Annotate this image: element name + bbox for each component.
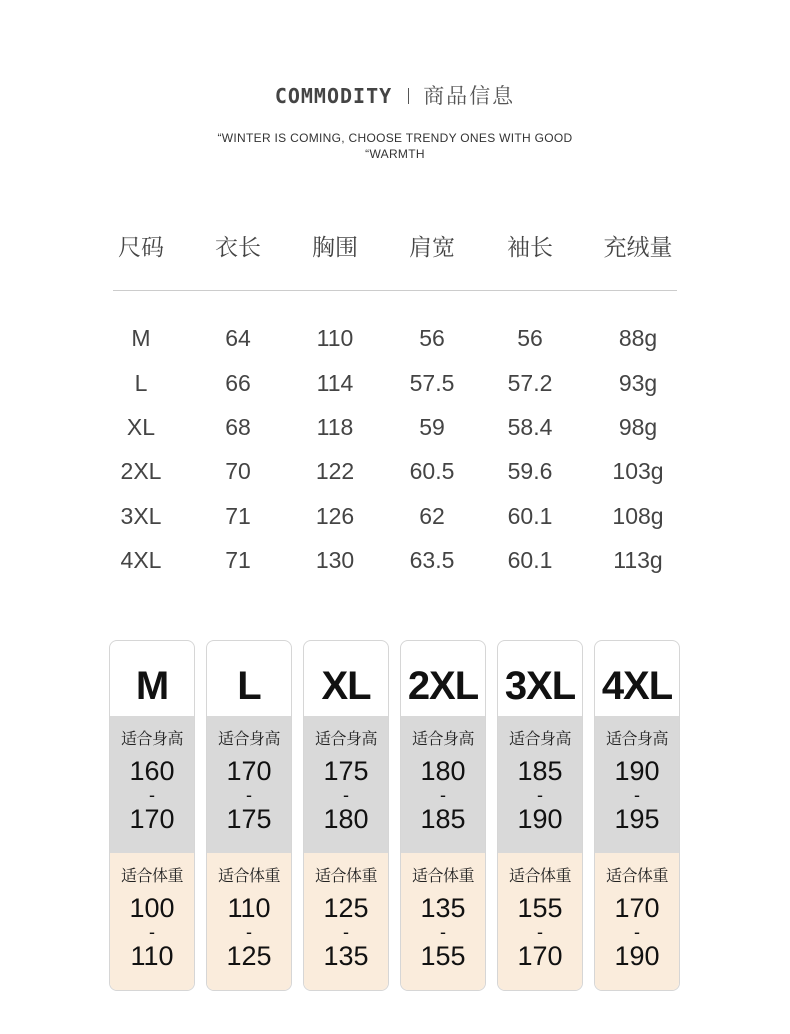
cell-length: 71: [225, 503, 251, 529]
card-size-label: L: [237, 664, 261, 708]
size-card: [206, 640, 292, 991]
cell-size: XL: [126, 414, 156, 440]
header-size: 尺码: [118, 235, 164, 261]
weight-from: 125: [323, 893, 369, 923]
weight-from: 100: [129, 893, 175, 923]
card-weight-section: [595, 853, 679, 990]
size-table-header: [92, 228, 692, 268]
height-from: 190: [614, 756, 660, 786]
height-from: 185: [517, 756, 563, 786]
card-weight-section: [304, 853, 388, 990]
height-from: 160: [129, 756, 175, 786]
cell-fill: 98g: [618, 414, 658, 440]
card-weight-section: [110, 853, 194, 990]
size-card: [497, 640, 583, 991]
weight-label: 适合体重: [314, 866, 377, 885]
card-size-label: M: [135, 664, 169, 708]
card-height-section: [595, 716, 679, 853]
size-card: [400, 640, 486, 991]
card-weight-section: [498, 853, 582, 990]
cell-fill: 108g: [612, 503, 664, 529]
weight-to: 155: [420, 941, 466, 971]
size-table-body: [92, 318, 692, 588]
cell-length: 70: [225, 458, 251, 484]
height-from: 170: [226, 756, 272, 786]
cell-sleeve: 60.1: [507, 503, 553, 529]
cell-chest: 130: [315, 547, 355, 573]
table-row: [92, 363, 692, 403]
cell-size: 2XL: [120, 458, 162, 484]
tagline-line-2: “WARMTH: [365, 147, 425, 161]
page-title: 商品信息: [423, 83, 516, 108]
weight-from: 155: [517, 893, 563, 923]
height-label: 适合身高: [411, 729, 474, 748]
cell-chest: 110: [316, 325, 354, 351]
cell-shoulder: 59: [419, 414, 445, 440]
weight-label: 适合体重: [217, 866, 280, 885]
card-weight-section: [401, 853, 485, 990]
card-size-label: XL: [321, 664, 371, 708]
header-fill: 充绒量: [603, 235, 673, 261]
cell-size: M: [131, 325, 151, 351]
cell-fill: 103g: [612, 458, 664, 484]
height-dash: -: [149, 785, 155, 805]
weight-to: 170: [517, 941, 563, 971]
weight-from: 110: [227, 893, 271, 923]
cell-chest: 118: [316, 414, 354, 440]
cell-sleeve: 58.4: [507, 414, 553, 440]
cell-fill: 93g: [618, 370, 658, 396]
size-recommendation-cards: [109, 640, 681, 990]
cell-size: 3XL: [120, 503, 162, 529]
header-separator: [408, 88, 409, 104]
card-size-label: 3XL: [504, 664, 576, 708]
weight-dash: -: [343, 922, 349, 942]
weight-label: 适合体重: [508, 866, 571, 885]
header-chest: 胸围: [312, 235, 358, 261]
cell-length: 68: [225, 414, 251, 440]
brand-title: COMMODITY: [274, 83, 393, 108]
height-dash: -: [634, 785, 640, 805]
weight-dash: -: [634, 922, 640, 942]
height-dash: -: [537, 785, 543, 805]
cell-fill: 88g: [618, 325, 658, 351]
section-header: [0, 78, 790, 112]
cell-shoulder: 63.5: [409, 547, 455, 573]
weight-to: 135: [323, 941, 369, 971]
table-row: [92, 451, 692, 491]
cell-size: L: [134, 370, 148, 396]
card-height-section: [498, 716, 582, 853]
table-divider: [113, 290, 677, 291]
cell-shoulder: 60.5: [409, 458, 455, 484]
height-dash: -: [440, 785, 446, 805]
height-to: 185: [420, 804, 466, 834]
weight-dash: -: [440, 922, 446, 942]
height-dash: -: [343, 785, 349, 805]
weight-to: 190: [614, 941, 660, 971]
cell-sleeve: 57.2: [507, 370, 553, 396]
table-row: [92, 407, 692, 447]
size-card: [594, 640, 680, 991]
card-height-section: [304, 716, 388, 853]
cell-chest: 122: [315, 458, 355, 484]
card-size-label: 2XL: [407, 664, 479, 708]
cell-sleeve: 56: [517, 325, 543, 351]
cell-sleeve: 59.6: [507, 458, 553, 484]
weight-dash: -: [149, 922, 155, 942]
height-label: 适合身高: [508, 729, 571, 748]
weight-from: 135: [420, 893, 466, 923]
height-to: 195: [614, 804, 660, 834]
cell-fill: 113g: [613, 547, 663, 573]
cell-chest: 126: [315, 503, 355, 529]
height-label: 适合身高: [605, 729, 668, 748]
cell-length: 71: [225, 547, 251, 573]
size-card: [303, 640, 389, 991]
weight-label: 适合体重: [605, 866, 668, 885]
height-label: 适合身高: [217, 729, 280, 748]
weight-to: 110: [130, 941, 174, 971]
cell-length: 64: [225, 325, 251, 351]
cell-chest: 114: [316, 370, 354, 396]
table-row: [92, 318, 692, 358]
height-to: 180: [323, 804, 369, 834]
cell-size: 4XL: [120, 547, 162, 573]
cell-length: 66: [225, 370, 251, 396]
cell-shoulder: 56: [419, 325, 445, 351]
header-sleeve: 袖长: [507, 235, 553, 261]
weight-to: 125: [226, 941, 272, 971]
weight-label: 适合体重: [411, 866, 474, 885]
height-to: 170: [129, 804, 175, 834]
weight-dash: -: [537, 922, 543, 942]
height-from: 180: [420, 756, 466, 786]
card-size-label: 4XL: [601, 664, 673, 708]
height-from: 175: [323, 756, 369, 786]
height-to: 190: [517, 804, 563, 834]
card-weight-section: [207, 853, 291, 990]
table-row: [92, 496, 692, 536]
header-shoulder: 肩宽: [409, 235, 455, 261]
header-length: 衣长: [215, 235, 261, 261]
weight-from: 170: [614, 893, 660, 923]
cell-shoulder: 62: [419, 503, 445, 529]
tagline: [0, 130, 790, 162]
tagline-line-1: “WINTER IS COMING, CHOOSE TRENDY ONES WITH GOOD: [217, 131, 573, 145]
cell-sleeve: 60.1: [507, 547, 553, 573]
height-label: 适合身高: [120, 729, 183, 748]
table-row: [92, 540, 692, 580]
height-to: 175: [226, 804, 272, 834]
cell-shoulder: 57.5: [409, 370, 455, 396]
height-label: 适合身高: [314, 729, 377, 748]
card-height-section: [207, 716, 291, 853]
height-dash: -: [246, 785, 252, 805]
weight-dash: -: [246, 922, 252, 942]
size-card: [109, 640, 195, 991]
card-height-section: [110, 716, 194, 853]
weight-label: 适合体重: [120, 866, 183, 885]
card-height-section: [401, 716, 485, 853]
